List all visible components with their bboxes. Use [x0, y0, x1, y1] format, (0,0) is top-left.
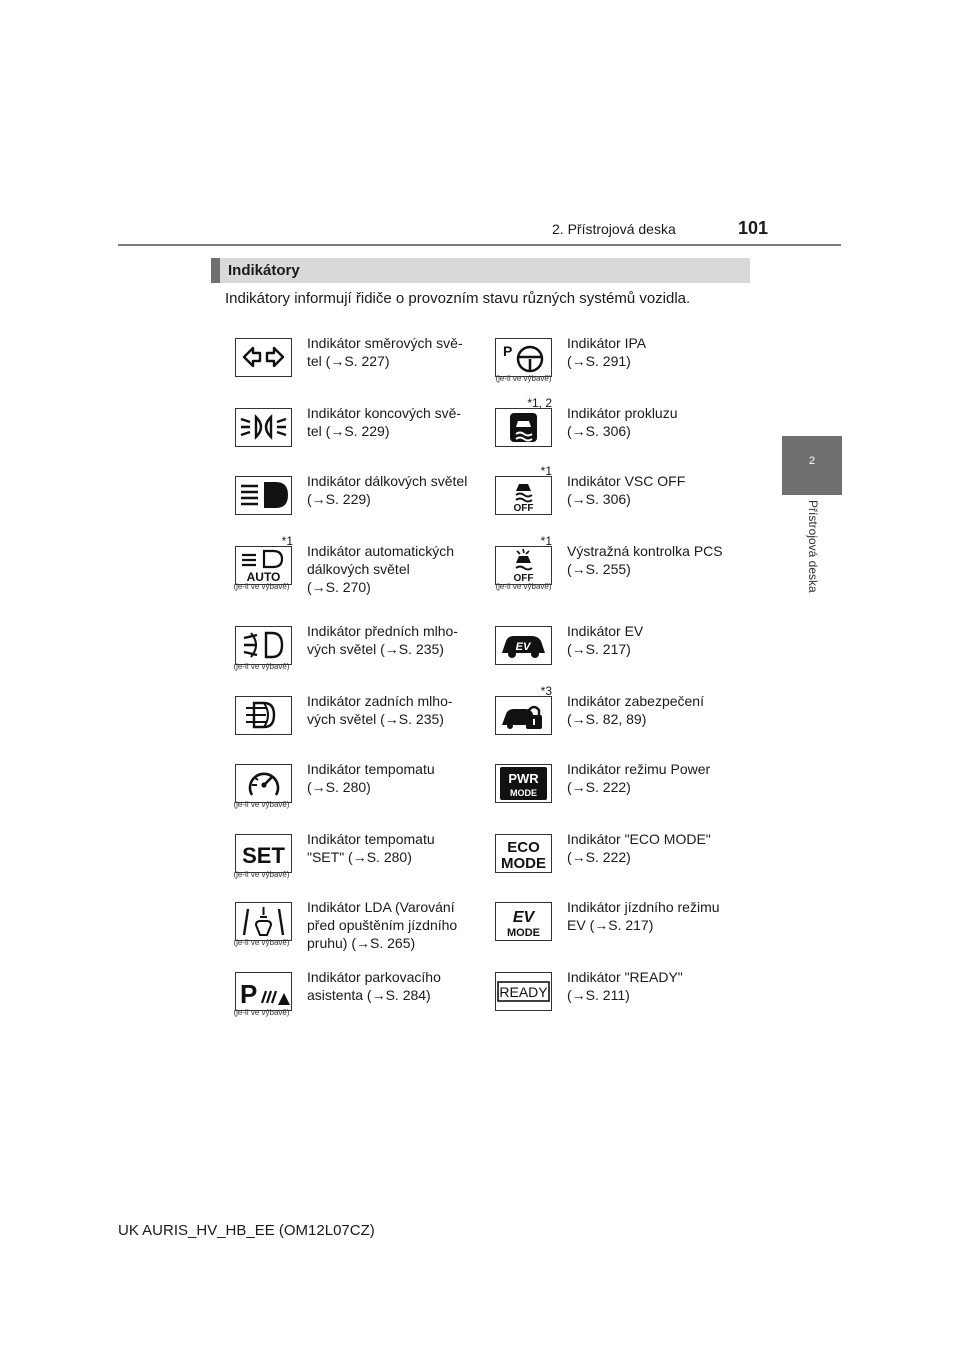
equipment-note: (je-li ve výbavě): [233, 800, 290, 809]
indicator-description: Indikátor LDA (Varování před opuštěním jízdního pruhu) (→S. 265): [307, 899, 458, 951]
indicator-description: Indikátor směrových svě- tel (→S. 227): [307, 335, 463, 369]
indicator-entry: [481, 616, 750, 684]
indicator-entry: [481, 892, 750, 960]
equipment-note: (je-li ve výbavě): [495, 582, 552, 591]
indicator-entry: [211, 328, 481, 396]
footnote-mark: *1: [540, 464, 552, 478]
indicator-description: Výstražná kontrolka PCS (→S. 255): [567, 543, 723, 577]
equipment-note: (je-li ve výbavě): [233, 662, 290, 671]
svg-text:READY: READY: [499, 984, 548, 1000]
vsc-off-icon: [495, 476, 552, 515]
indicator-description: Indikátor tempomatu (→S. 280): [307, 761, 435, 795]
svg-text:SET: SET: [242, 843, 285, 868]
svg-text:MODE: MODE: [507, 927, 540, 939]
indicator-description: Indikátor tempomatu "SET" (→S. 280): [307, 831, 435, 865]
eco-mode-icon: [495, 834, 552, 873]
indicator-description: Indikátor jízdního režimu EV (→S. 217): [567, 899, 720, 933]
ev-mode-icon: [495, 902, 552, 941]
indicator-entry: [211, 754, 481, 822]
indicator-entry: [481, 328, 750, 396]
svg-text:P: P: [503, 343, 513, 359]
rear-fog-icon: [235, 696, 292, 735]
indicator-description: Indikátor zadních mlho- vých světel (→S. 235): [307, 693, 453, 727]
section-intro: Indikátory informují řidiče o provozním stavu různých systémů vozidla.: [225, 290, 691, 307]
equipment-note: (je-li ve výbavě): [233, 938, 290, 947]
ready-icon: [495, 972, 552, 1011]
cruise-control-icon: [235, 764, 292, 803]
ev-icon: [495, 626, 552, 665]
svg-text:MODE: MODE: [510, 788, 537, 798]
svg-text:EV: EV: [512, 909, 535, 926]
indicator-row: [211, 536, 750, 604]
indicator-description: Indikátor parkovacího asistenta (→S. 284): [307, 969, 441, 1003]
indicator-row: [211, 328, 750, 396]
indicator-row: [211, 962, 750, 1030]
set-icon: [235, 834, 292, 873]
indicator-description: Indikátor režimu Power (→S. 222): [567, 761, 711, 795]
pwr-mode-icon: [495, 764, 552, 803]
indicator-row: [211, 686, 750, 754]
indicator-entry: [481, 536, 750, 604]
indicator-description: Indikátor "READY" (→S. 211): [567, 969, 683, 1003]
svg-text:P: P: [240, 979, 258, 1009]
indicator-entry: [211, 616, 481, 684]
slip-icon: [495, 408, 552, 447]
chapter-tab: [782, 436, 842, 495]
header-section-title: 2. Přístrojová deska: [552, 221, 676, 237]
indicator-entry: [211, 398, 481, 466]
svg-text:PWR: PWR: [508, 771, 539, 786]
indicator-entry: [481, 824, 750, 892]
indicator-row: [211, 616, 750, 684]
footnote-mark: *3: [540, 684, 552, 698]
indicator-description: Indikátor VSC OFF (→S. 306): [567, 473, 686, 507]
parking-assist-icon: [235, 972, 292, 1011]
equipment-note: (je-li ve výbavě): [233, 582, 290, 591]
indicator-entry: [481, 398, 750, 466]
footnote-mark: *1, 2: [527, 396, 552, 410]
indicator-description: Indikátor dálkových světel (→S. 229): [307, 473, 468, 507]
svg-text:ECO: ECO: [507, 839, 540, 856]
page-number: 101: [738, 218, 769, 238]
indicator-entry: [211, 536, 481, 604]
indicator-row: [211, 824, 750, 892]
equipment-note: (je-li ve výbavě): [233, 870, 290, 879]
turn-signal-icon: [235, 338, 292, 377]
indicator-entry: [211, 466, 481, 534]
security-icon: [495, 696, 552, 735]
chapter-tab-label: Přístrojová deska: [806, 500, 820, 593]
footer-code: UK AURIS_HV_HB_EE (OM12L07CZ): [118, 1222, 375, 1239]
lda-icon: [235, 902, 292, 941]
indicator-entry: [211, 892, 481, 960]
auto-high-beam-icon: [235, 546, 292, 585]
indicator-description: Indikátor koncových svě- tel (→S. 229): [307, 405, 462, 439]
indicator-entry: [481, 754, 750, 822]
indicator-description: Indikátor předních mlho- vých světel (→S. 235): [307, 623, 458, 657]
svg-text:AUTO: AUTO: [246, 570, 281, 584]
equipment-note: (je-li ve výbavě): [495, 374, 552, 383]
indicator-row: [211, 466, 750, 534]
front-fog-icon: [235, 626, 292, 665]
high-beam-icon: [235, 476, 292, 515]
indicator-entry: [481, 962, 750, 1030]
indicator-entry: [211, 686, 481, 754]
section-title: Indikátory: [211, 258, 750, 283]
tail-light-icon: [235, 408, 292, 447]
svg-text:EV: EV: [515, 641, 531, 653]
header-divider: [118, 244, 841, 246]
equipment-note: (je-li ve výbavě): [233, 1008, 290, 1017]
indicator-description: Indikátor IPA (→S. 291): [567, 335, 647, 369]
svg-text:OFF: OFF: [513, 503, 534, 514]
indicator-description: Indikátor automatických dálkových světel (→S. 270): [307, 543, 455, 595]
footnote-mark: *1: [281, 534, 293, 548]
indicator-row: [211, 398, 750, 466]
svg-text:OFF: OFF: [513, 573, 534, 584]
footnote-mark: *1: [540, 534, 552, 548]
indicator-description: Indikátor EV (→S. 217): [567, 623, 644, 657]
chapter-tab-number: 2: [808, 455, 816, 467]
indicator-entry: [211, 824, 481, 892]
indicator-row: [211, 892, 750, 960]
svg-text:MODE: MODE: [501, 855, 546, 872]
indicator-description: Indikátor "ECO MODE" (→S. 222): [567, 831, 711, 865]
indicator-entry: [211, 962, 481, 1030]
indicator-description: Indikátor prokluzu (→S. 306): [567, 405, 678, 439]
ipa-icon: [495, 338, 552, 377]
pcs-icon: [495, 546, 552, 585]
indicator-row: [211, 754, 750, 822]
indicator-description: Indikátor zabezpečení (→S. 82, 89): [567, 693, 704, 727]
indicator-entry: [481, 466, 750, 534]
indicator-entry: [481, 686, 750, 754]
